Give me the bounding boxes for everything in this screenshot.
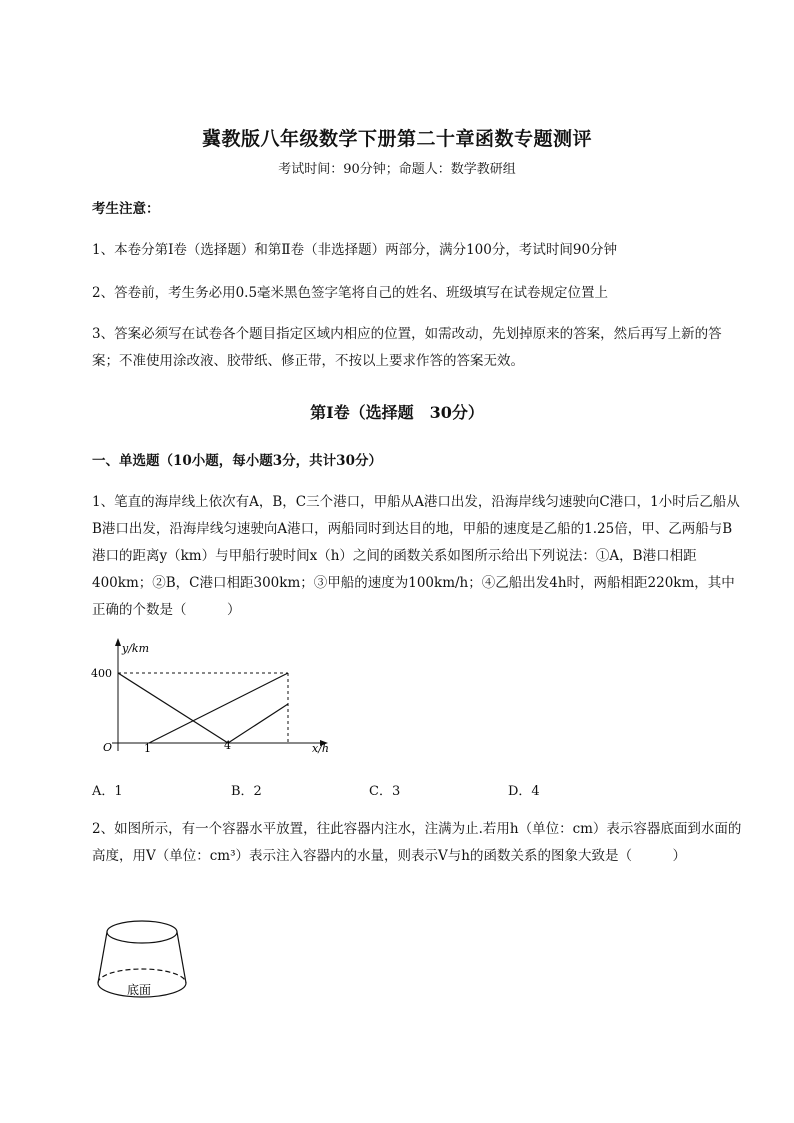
x-tick-label: 1 xyxy=(144,742,151,755)
section-title: 第I卷（选择题 30分） xyxy=(310,403,484,422)
option-d: D．4 xyxy=(508,784,540,799)
option-b: B．2 xyxy=(231,784,262,799)
notice-item-3: 3、答案必须写在试卷各个题目指定区域内相应的位置，如需改动，先划掉原来的答案，然后再写上新的答案；不准使用涂改液、胶带纸、修正带，不按以上要求作答的答案无效。 xyxy=(92,326,722,369)
option-c: C．3 xyxy=(369,784,401,799)
y-tick-label: 400 xyxy=(91,667,112,680)
line-jia-to-b xyxy=(118,673,228,743)
notice-item-1: 1、本卷分第I卷（选择题）和第Ⅱ卷（非选择题）两部分，满分100分，考试时间90分钟 xyxy=(92,242,618,258)
line-jia-from-b xyxy=(228,704,288,743)
question-2-text: 2、如图所示，有一个容器水平放置，往此容器内注水，注满为止.若用h（单位：cm）表示容器底面到水面的高度，用V（单位：cm³）表示注入容器内的水量，则表示V与h的函数关系的图象大致是（ ） xyxy=(92,821,742,864)
page-title: 冀教版八年级数学下册第二十章函数专题测评 xyxy=(201,128,592,150)
x-axis-label: x/h xyxy=(312,742,329,755)
notice-heading: 考生注意： xyxy=(92,201,160,217)
container-top-rim xyxy=(107,921,177,943)
question-1-text: 1、笔直的海岸线上依次有A，B，C三个港口，甲船从A港口出发，沿海岸线匀速驶向C港口，1小时后乙船从B港口出发，沿海岸线匀速驶向A港口，两船同时到达目的地，甲船的速度是乙船的1.25倍，甲、乙两船与B港口的距离y（km）与甲船行驶时间x（h）之间的函数关系如图所示给出下列说法：①A，B港口相距400km；②B，C港口相距300km；③甲船的速度为100km/h；④乙船出发4h时，两船相距220km，其中正确的个数是（ ） xyxy=(92,494,740,618)
section-heading: 一、单选题（10小题，每小题3分，共计30分） xyxy=(92,453,382,469)
origin-label: O xyxy=(103,741,113,754)
y-axis-label: y/km xyxy=(122,642,150,655)
container-figure xyxy=(94,916,214,1008)
line-yi xyxy=(149,673,288,743)
question-1-graph xyxy=(86,636,346,764)
notice-item-2: 2、答卷前，考生务必用0.5毫米黑色签字笔将自己的姓名、班级填写在试卷规定位置上 xyxy=(92,285,609,301)
bottom-label: 底面 xyxy=(127,983,152,997)
container-bottom-back xyxy=(98,969,186,983)
x-tick-label: 4 xyxy=(224,739,231,752)
y-axis-arrow xyxy=(115,638,121,646)
exam-info: 考试时间：90分钟；命题人：数学教研组 xyxy=(278,162,516,177)
option-a: A．1 xyxy=(92,784,123,799)
container-right-side xyxy=(177,932,186,983)
